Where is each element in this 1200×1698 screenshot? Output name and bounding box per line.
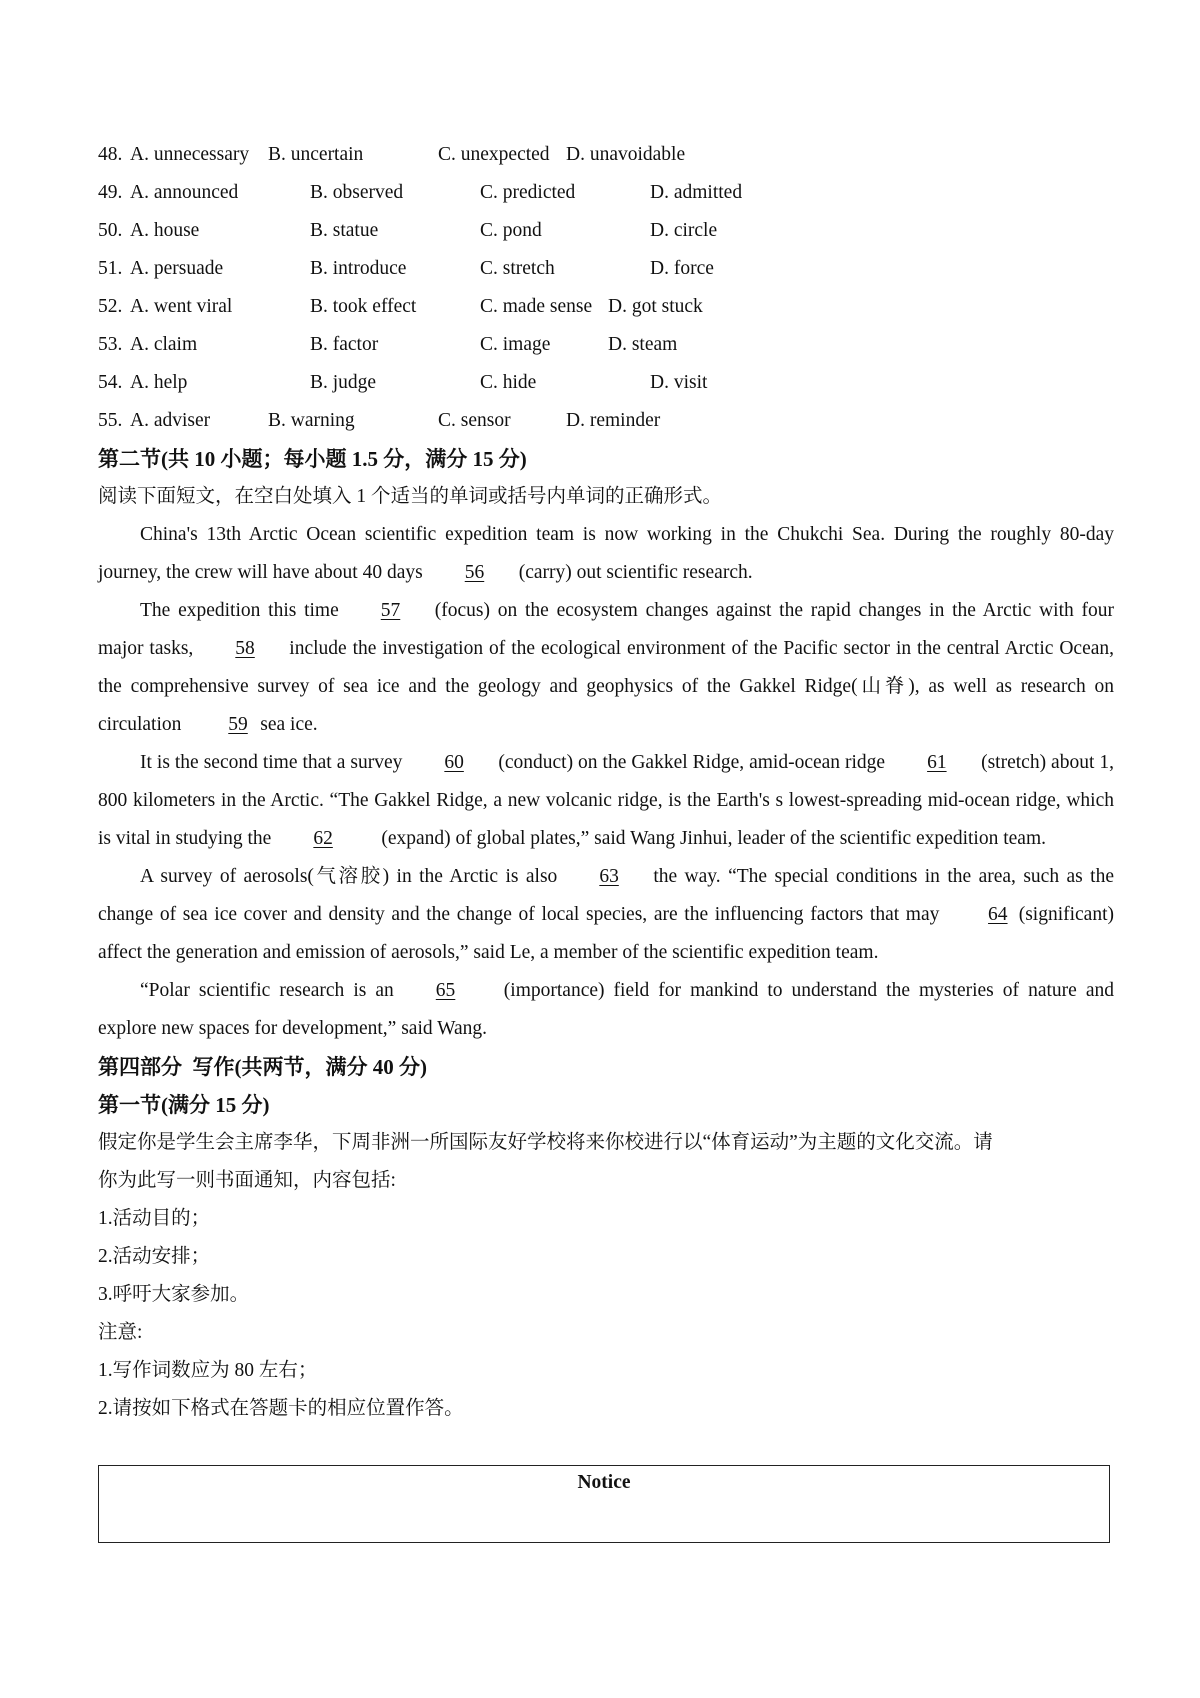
passage-text: China's 13th Arctic Ocean scientific expedition team is now working in the Chukchi Sea. During the roughly 80-day journey, the crew will have about 40 days — [98, 524, 1114, 583]
passage-paragraph-2 — [98, 592, 1114, 744]
options-list — [98, 136, 1114, 440]
option-row-55 — [98, 402, 1114, 440]
writing-prompt-line-2: 你为此写一则书面通知，内容包括: — [98, 1170, 396, 1191]
option-row-48 — [98, 136, 1114, 174]
option-row-49 — [98, 174, 1114, 212]
passage-text: The expedition this time — [140, 600, 339, 621]
option-d: D. admitted — [650, 182, 743, 203]
option-a: A. went viral — [130, 296, 233, 317]
option-c: C. predicted — [480, 182, 576, 203]
passage-paragraph-1 — [98, 516, 1114, 592]
option-c: C. stretch — [480, 258, 555, 279]
option-d: D. circle — [650, 220, 718, 241]
passage-text: “Polar scientific research is an — [140, 980, 394, 1001]
passage-text: (focus) on the ecosystem changes against the rapid changes in the Arctic with four major tasks, — [98, 600, 1115, 659]
note-2: 2.请按如下格式在答题卡的相应位置作答。 — [98, 1398, 464, 1419]
passage-text: sea ice. — [260, 714, 318, 735]
question-number: 53. — [98, 334, 123, 355]
content-item-3: 3.呼吁大家参加。 — [98, 1284, 250, 1305]
option-a: A. unnecessary — [130, 144, 250, 165]
blank-65: 65 — [435, 980, 456, 1001]
option-c: C. hide — [480, 372, 537, 393]
part4-sub-heading: 第一节(满分 15 分) — [98, 1093, 270, 1117]
note-1: 1.写作词数应为 80 左右； — [98, 1360, 318, 1381]
question-number: 50. — [98, 220, 123, 241]
option-d: D. got stuck — [608, 296, 703, 317]
passage-text: include the investigation of the ecological environment of the Pacific sector in the central Arctic Ocean, the comprehensive survey of sea ice and the geology and geophysics of the Gakkel Ridge(山脊), as well as research on circulation — [98, 638, 1115, 735]
option-row-51 — [98, 250, 1114, 288]
option-d: D. force — [650, 258, 714, 279]
blank-57: 57 — [380, 600, 401, 621]
question-number: 49. — [98, 182, 123, 203]
blank-56: 56 — [464, 562, 485, 583]
question-number: 52. — [98, 296, 123, 317]
option-row-52 — [98, 288, 1114, 326]
question-number: 48. — [98, 144, 123, 165]
option-b: B. observed — [310, 182, 404, 203]
notice-title: Notice — [577, 1472, 631, 1493]
option-d: D. steam — [608, 334, 678, 355]
option-b: B. took effect — [310, 296, 417, 317]
option-a: A. persuade — [130, 258, 224, 279]
option-c: C. image — [480, 334, 551, 355]
passage-paragraph-5 — [98, 972, 1114, 1048]
blank-62: 62 — [313, 828, 333, 849]
note-label: 注意: — [98, 1322, 143, 1343]
blank-58: 58 — [235, 638, 255, 659]
notice-answer-box — [98, 1465, 1110, 1543]
passage-text: (significant) affect the generation and emission of aerosols,” said Le, a member of the scientific expedition team. — [98, 904, 1115, 963]
passage-text: (stretch) about 1, 800 kilometers in the Arctic. “The Gakkel Ridge, a new volcanic ridge, is the Earth's s lowest-spreading mid-ocean ridge, which is vital in studying the — [98, 752, 1114, 849]
writing-prompt-line-1: 假定你是学生会主席李华，下周非洲一所国际友好学校将来你校进行以“体育运动”为主题的文化交流。请 — [98, 1132, 993, 1153]
option-a: A. help — [130, 372, 188, 393]
blank-60: 60 — [444, 752, 464, 773]
passage-text: It is the second time that a survey — [140, 752, 403, 773]
option-b: B. judge — [310, 372, 377, 393]
option-a: A. announced — [130, 182, 239, 203]
option-c: C. unexpected — [438, 144, 550, 165]
option-row-53 — [98, 326, 1114, 364]
option-b: B. introduce — [310, 258, 407, 279]
section2-instruction: 阅读下面短文，在空白处填入 1 个适当的单词或括号内单词的正确形式。 — [98, 486, 723, 507]
passage-paragraph-3 — [98, 744, 1114, 858]
blank-61: 61 — [927, 752, 947, 773]
option-b: B. factor — [310, 334, 379, 355]
passage-paragraph-4 — [98, 858, 1114, 972]
passage-text: (expand) of global plates,” said Wang Jinhui, leader of the scientific expedition team. — [381, 828, 1046, 849]
passage-text: (carry) out scientific research. — [518, 562, 753, 583]
exam-page — [98, 136, 1114, 1428]
option-d: D. reminder — [566, 410, 661, 431]
blank-63: 63 — [599, 866, 619, 887]
blank-59: 59 — [228, 714, 248, 735]
passage-text: (importance) field for mankind to understand the mysteries of nature and explore new spaces for development,” said Wang. — [98, 980, 1114, 1039]
option-b: B. warning — [268, 410, 355, 431]
option-d: D. visit — [650, 372, 708, 393]
content-item-2: 2.活动安排； — [98, 1246, 211, 1267]
content-item-1: 1.活动目的； — [98, 1208, 211, 1229]
question-number: 54. — [98, 372, 123, 393]
option-row-50 — [98, 212, 1114, 250]
section2-heading: 第二节(共 10 小题；每小题 1.5 分，满分 15 分) — [98, 447, 527, 471]
passage-text: the way. “The special conditions in the area, such as the change of sea ice cover and density and the change of local species, are the influencing factors that may — [98, 866, 1114, 925]
option-d: D. unavoidable — [566, 144, 686, 165]
passage-text: (conduct) on the Gakkel Ridge, amid-ocean ridge — [498, 752, 886, 773]
option-a: A. house — [130, 220, 200, 241]
option-b: B. statue — [310, 220, 379, 241]
question-number: 51. — [98, 258, 123, 279]
option-a: A. adviser — [130, 410, 211, 431]
option-a: A. claim — [130, 334, 198, 355]
option-b: B. uncertain — [268, 144, 364, 165]
question-number: 55. — [98, 410, 123, 431]
option-row-54 — [98, 364, 1114, 402]
blank-64: 64 — [988, 904, 1008, 925]
passage-text: A survey of aerosols(气溶胶) in the Arctic is also — [140, 866, 558, 887]
part4-heading: 第四部分 写作(共两节，满分 40 分) — [98, 1055, 427, 1079]
option-c: C. pond — [480, 220, 542, 241]
option-c: C. sensor — [438, 410, 511, 431]
option-c: C. made sense — [480, 296, 593, 317]
